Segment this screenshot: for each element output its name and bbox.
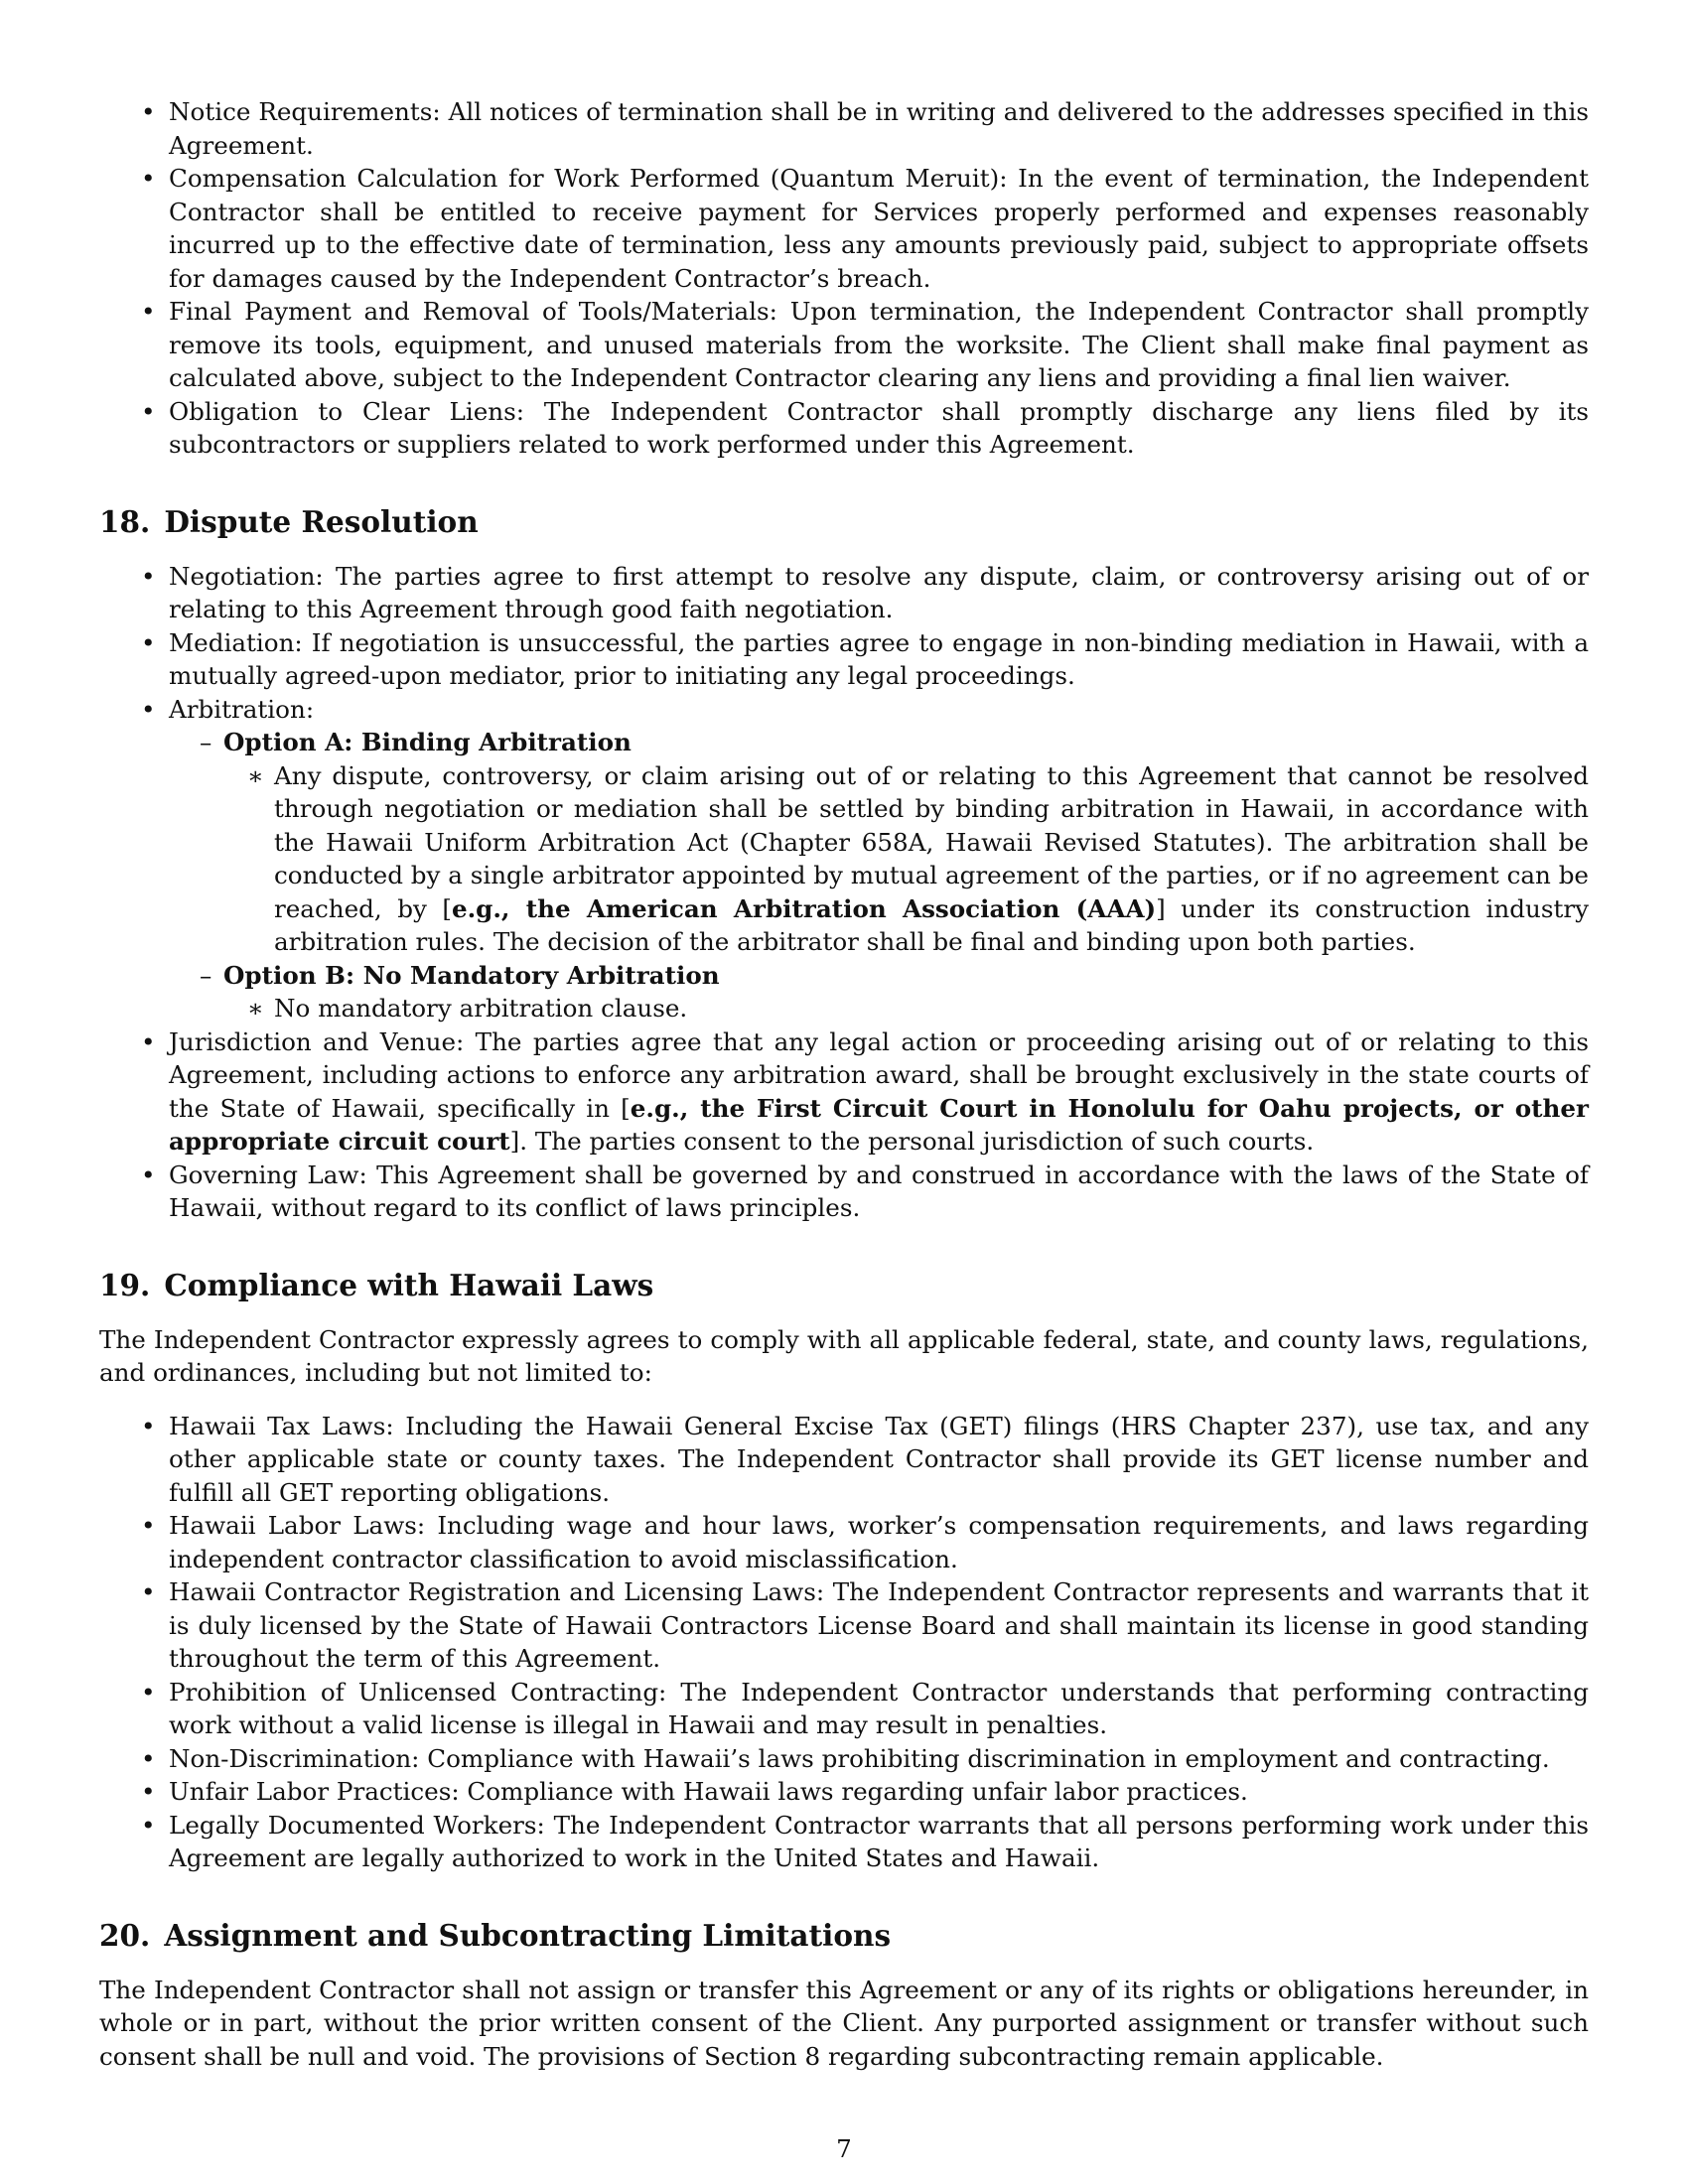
list-item: • Hawaii Tax Laws: Including the Hawaii General Excise Tax (GET) filings (HRS Chapter 237), use tax, and any other applicable state or county taxes. The Independent Contractor shall provide its GET license number and fulfill all GET reporting obligations. (99, 1410, 1589, 1510)
section-20-text: The Independent Contractor shall not assign or transfer this Agreement or any of its rights or obligations hereunder, in whole or in part, without the prior written consent of the Client. Any purported assignment or transfer without such consent shall be null and void. The provisions of Section 8 regarding subcontracting remain applicable. (99, 1975, 1589, 2071)
dispute-resolution-list (99, 560, 1589, 1225)
jurisdiction-text-part2: ]. The parties consent to the personal jurisdiction of such courts. (509, 1127, 1315, 1156)
section-19-heading (99, 1268, 1589, 1303)
list-item: • Legally Documented Workers: The Independent Contractor warrants that all persons performing work under this Agreement are legally authorized to work in the United States and Hawaii. (99, 1809, 1589, 1875)
list-item: • Compensation Calculation for Work Performed (Quantum Meruit): In the event of termination, the Independent Contractor shall be entitled to receive payment for Services properly performed and expenses reasonably incurred up to the effective date of termination, less any amounts previously paid, subject to appropriate offsets for damages caused by the Independent Contractor’s breach. (99, 162, 1589, 295)
option-b-title: Option B: No Mandatory Arbitration (223, 960, 720, 990)
section-19-intro: The Independent Contractor expressly agrees to comply with all applicable federal, state, and county laws, regulations, and ordinances, including but not limited to: (99, 1324, 1589, 1387)
section-number: 19. (99, 1267, 151, 1302)
option-b-text: ∗ No mandatory arbitration clause. (223, 992, 1589, 1025)
option-a-placeholder: e.g., the American Arbitration Association (AAA) (451, 893, 1157, 923)
option-a-text-part2: ] under its construction industry arbitration rules. The decision of the arbitrator shall be final and binding upon both parties. (274, 893, 1589, 956)
page-number: 7 (836, 2134, 852, 2163)
list-item: • Final Payment and Removal of Tools/Materials: Upon termination, the Independent Contractor shall promptly remove its tools, equipment, and unused materials from the worksite. The Client shall make final payment as calculated above, subject to the Independent Contractor clearing any liens and providing a final lien waiver. (99, 295, 1589, 395)
option-a-item (163, 726, 1589, 959)
arbitration-item (99, 693, 1589, 1025)
section-title: Compliance with Hawaii Laws (164, 1267, 654, 1302)
section-18-heading (99, 504, 1589, 540)
list-item: • Unfair Labor Practices: Compliance with Hawaii laws regarding unfair labor practices. (99, 1775, 1589, 1809)
negotiation-item: • Negotiation: The parties agree to first attempt to resolve any dispute, claim, or controversy arising out of or relating to this Agreement through good faith negotiation. (99, 560, 1589, 626)
option-b-item (163, 959, 1589, 1025)
jurisdiction-placeholder: e.g., the First Circuit Court in Honolulu for Oahu projects, or other appropriate circuit court (169, 1093, 1590, 1156)
list-item: • Obligation to Clear Liens: The Independent Contractor shall promptly discharge any liens filed by its subcontractors or suppliers related to work performed under this Agreement. (99, 395, 1589, 462)
arbitration-label: Arbitration: (169, 694, 315, 724)
section-title: Assignment and Subcontracting Limitations (164, 1917, 892, 1953)
option-a-text (223, 759, 1589, 959)
section-number: 20. (99, 1917, 151, 1953)
list-item: • Prohibition of Unlicensed Contracting: The Independent Contractor understands that performing contracting work without a valid license is illegal in Hawaii and may result in penalties. (99, 1676, 1589, 1742)
governing-law-item: • Governing Law: This Agreement shall be governed by and construed in accordance with the laws of the State of Hawaii, without regard to its conflict of laws principles. (99, 1159, 1589, 1225)
termination-bullet-list (99, 95, 1589, 462)
list-item: • Notice Requirements: All notices of termination shall be in writing and delivered to the addresses specified in this Agreement. (99, 95, 1589, 162)
list-item: • Hawaii Labor Laws: Including wage and hour laws, worker’s compensation requirements, and laws regarding independent contractor classification to avoid misclassification. (99, 1509, 1589, 1575)
option-a-title: Option A: Binding Arbitration (223, 728, 632, 756)
option-b-details (223, 992, 1589, 1025)
arbitration-options-list (169, 726, 1589, 1025)
option-a-details (223, 759, 1589, 959)
list-item: • Non-Discrimination: Compliance with Hawaii’s laws prohibiting discrimination in employment and contracting. (99, 1742, 1589, 1776)
list-item: • Hawaii Contractor Registration and Licensing Laws: The Independent Contractor represents and warrants that it is duly licensed by the State of Hawaii Contractors License Board and shall maintain its license in good standing throughout the term of this Agreement. (99, 1575, 1589, 1676)
jurisdiction-item (99, 1025, 1589, 1159)
page-content (99, 95, 1589, 2073)
section-20-heading (99, 1918, 1589, 1954)
section-title: Dispute Resolution (164, 503, 479, 539)
mediation-item: • Mediation: If negotiation is unsuccessful, the parties agree to engage in non-binding mediation in Hawaii, with a mutually agreed-upon mediator, prior to initiating any legal proceedings. (99, 626, 1589, 693)
compliance-list (99, 1410, 1589, 1875)
section-number: 18. (99, 503, 151, 539)
jurisdiction-text-part1: Jurisdiction and Venue: The parties agree that any legal action or proceeding arising out of or relating to this Agreement, including actions to enforce any arbitration award, shall be brought exclusively in the state courts of the State of Hawaii, specifically in [ (169, 1026, 1589, 1123)
option-a-text-part1: Any dispute, controversy, or claim arising out of or relating to this Agreement that cannot be resolved through negotiation or mediation shall be settled by binding arbitration in Hawaii, in accordance with the Hawaii Uniform Arbitration Act (Chapter 658A, Hawaii Revised Statutes). The arbitration shall be conducted by a single arbitrator appointed by mutual agreement of the parties, or if no agreement can be reached, by [ (274, 760, 1589, 923)
